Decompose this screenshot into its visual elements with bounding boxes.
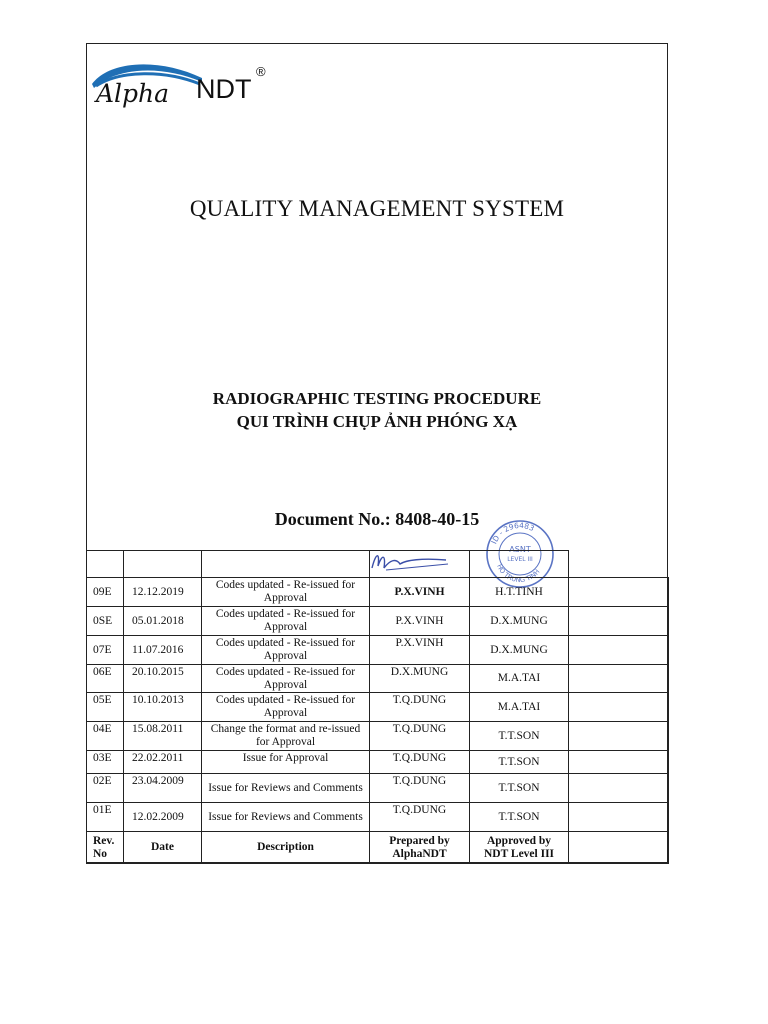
rev-approved: H.T.TINH	[470, 578, 569, 607]
rev-approved: D.X.MUNG	[470, 636, 569, 665]
rev-description: Change the format and re-issued for Approval	[202, 722, 370, 751]
table-row	[87, 693, 669, 722]
rev-date: 20.10.2015	[124, 665, 202, 693]
rev-description: Codes updated - Re-issued for Approval	[202, 665, 370, 693]
table-row	[87, 665, 669, 693]
rev-date: 11.07.2016	[124, 636, 202, 665]
header-description: Description	[202, 832, 370, 864]
rev-date: 10.10.2013	[124, 693, 202, 722]
rev-approved: D.X.MUNG	[470, 607, 569, 636]
procedure-title-vi: QUI TRÌNH CHỤP ẢNH PHÓNG XẠ	[236, 412, 518, 431]
rev-prepared: T.Q.DUNG	[370, 693, 470, 722]
stamp-top-text: ID - 296483	[489, 520, 536, 546]
rev-prepared: P.X.VINH	[370, 607, 470, 636]
rev-number: 04E	[87, 722, 124, 751]
stamp-level: LEVEL III	[507, 556, 533, 563]
rev-approved: T.T.SON	[470, 751, 569, 774]
rev-number: 06E	[87, 665, 124, 693]
table-row	[87, 636, 669, 665]
header-prepared: Prepared by AlphaNDT	[370, 832, 470, 864]
rev-approved: M.A.TAI	[470, 665, 569, 693]
table-header-row	[87, 832, 669, 864]
rev-date: 15.08.2011	[124, 722, 202, 751]
rev-number: 02E	[87, 774, 124, 803]
table-row	[87, 722, 669, 751]
table-row	[87, 774, 669, 803]
rev-date: 12.02.2009	[124, 803, 202, 832]
rev-date: 12.12.2019	[124, 578, 202, 607]
header-approved: Approved by NDT Level III	[470, 832, 569, 864]
rev-description: Issue for Reviews and Comments	[202, 803, 370, 832]
rev-description: Codes updated - Re-issued for Approval	[202, 693, 370, 722]
rev-approved: T.T.SON	[470, 774, 569, 803]
logo-block-text: NDT	[196, 74, 252, 104]
rev-number: 01E	[87, 803, 124, 832]
rev-description: Codes updated - Re-issued for Approval	[202, 636, 370, 665]
rev-approved: T.T.SON	[470, 722, 569, 751]
rev-prepared: P.X.VINH	[370, 636, 470, 665]
registered-mark: ®	[256, 64, 266, 79]
rev-description: Issue for Reviews and Comments	[202, 774, 370, 803]
rev-description: Codes updated - Re-issued for Approval	[202, 578, 370, 607]
rev-prepared: P.X.VINH	[370, 578, 470, 607]
page-title: QUALITY MANAGEMENT SYSTEM	[189, 196, 565, 221]
procedure-title-en: RADIOGRAPHIC TESTING PROCEDURE	[212, 389, 542, 408]
logo-graphic	[90, 58, 280, 110]
table-row	[87, 578, 669, 607]
table-row	[87, 607, 669, 636]
stamp-bottom-text: HO TRUNG TINH	[495, 563, 542, 585]
rev-number: 03E	[87, 751, 124, 774]
rev-prepared: T.Q.DUNG	[370, 803, 470, 832]
rev-date: 23.04.2009	[124, 774, 202, 803]
alphandt-logo	[90, 58, 280, 110]
document-number: Document No.: 8408-40-15	[274, 509, 480, 529]
rev-number: 0SE	[87, 607, 124, 636]
rev-number: 09E	[87, 578, 124, 607]
rev-description: Codes updated - Re-issued for Approval	[202, 607, 370, 636]
rev-prepared: T.Q.DUNG	[370, 774, 470, 803]
logo-script-text: Alpha	[96, 79, 170, 108]
rev-prepared: T.Q.DUNG	[370, 751, 470, 774]
header-date: Date	[124, 832, 202, 864]
signature-row	[87, 551, 669, 578]
header-rev: Rev. No	[87, 832, 124, 864]
table-row	[87, 803, 669, 832]
rev-prepared: D.X.MUNG	[370, 665, 470, 693]
rev-prepared: T.Q.DUNG	[370, 722, 470, 751]
table-row	[87, 751, 669, 774]
rev-date: 22.02.2011	[124, 751, 202, 774]
rev-approved: M.A.TAI	[470, 693, 569, 722]
rev-description: Issue for Approval	[202, 751, 370, 774]
svg-text:ID - 296483	[489, 521, 536, 545]
stamp-asnt: ASNT	[509, 545, 531, 554]
rev-approved: T.T.SON	[470, 803, 569, 832]
revision-table	[86, 550, 669, 864]
rev-date: 05.01.2018	[124, 607, 202, 636]
rev-number: 07E	[87, 636, 124, 665]
rev-number: 05E	[87, 693, 124, 722]
